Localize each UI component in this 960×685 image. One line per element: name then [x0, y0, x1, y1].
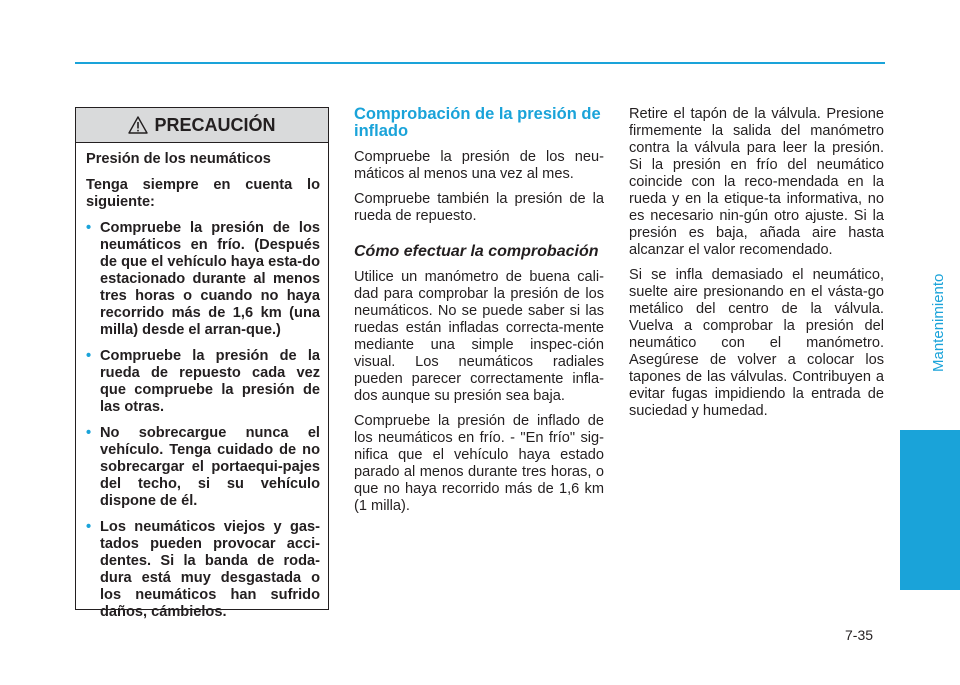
paragraph: Compruebe la presión de los neu-máticos al menos una vez al mes.: [354, 149, 604, 182]
paragraph: Compruebe la presión de inflado de los neumáticos en frío. - "En frío" sig-nifica que el vehículo haya estado parado al menos durante tres horas, o que no haya recorrido más de 1,6 km (1 milla).: [354, 413, 604, 514]
section-tab-marker: [900, 430, 960, 590]
bullet-dot-icon: •: [86, 425, 92, 441]
caution-list-item: • Los neumáticos viejos y gas-tados pueden provocar acci-dentes. Si la banda de roda-dura está muy desgastada o los neumáticos han sufrido daños, cámbielos.: [86, 519, 320, 620]
section-side-label: [900, 0, 960, 420]
side-label-text: Mantenimiento: [930, 273, 947, 372]
subsection-title: Cómo efectuar la comprobación: [354, 243, 599, 260]
bullet-dot-icon: •: [86, 220, 92, 236]
section-title: Comprobación de la presión de inflado: [354, 105, 601, 140]
warning-triangle-icon: [128, 116, 148, 134]
paragraph: Utilice un manómetro de buena cali-dad para comprobar la presión de los neumáticos. No se puede saber si las ruedas están infladas correcta-mente mediante una simple inspec-ción visual. Los neumáticos radiales pueden parecer correctamente infla-dos aunque su presión sea baja.: [354, 269, 604, 404]
page-number: 7-35: [845, 627, 874, 643]
caution-title: PRECAUCIÓN: [154, 114, 276, 135]
caution-list: [86, 220, 320, 621]
caution-list-item: • Compruebe la presión de los neumáticos en frío. (Después de que el vehículo haya esta-do estacionado durante al menos tres horas o cuando no haya recorrido más de 1,6 km (una milla) desde el arran-que.): [86, 220, 320, 338]
paragraph: Si se infla demasiado el neumático, suelte aire presionando en el vásta-go metálico del centro de la válvula. Vuelva a comprobar la presión del neumático con el manómetro. Asegúrese de volver a colocar los tapones de las válvulas. Contribuyen a evitar fugas impidiendo la entrada de suciedad y humedad.: [629, 267, 884, 419]
bullet-dot-icon: •: [86, 348, 92, 364]
caution-list-item: • Compruebe la presión de la rueda de repuesto cada vez que compruebe la presión de las otras.: [86, 348, 320, 415]
right-column: [629, 106, 884, 428]
paragraph: Compruebe también la presión de la rueda de repuesto.: [354, 191, 604, 224]
caution-header: [76, 108, 328, 143]
bullet-dot-icon: •: [86, 519, 92, 535]
middle-column: [354, 106, 604, 523]
caution-list-item: • No sobrecargue nunca el vehículo. Tenga cuidado de no sobrecargar el portaequi-pajes del techo, si su vehículo dispone de él.: [86, 425, 320, 509]
top-divider: [75, 62, 885, 64]
paragraph: Retire el tapón de la válvula. Presione firmemente la salida del manómetro contra la válvula para leer la presión. Si la presión en frío del neumático coincide con la reco-mendada en la rueda y en la etique-ta informativa, no es necesario nin-gún otro ajuste. Si la presión es baja, añada aire hasta alcanzar el valor recomendado.: [629, 106, 884, 258]
caution-intro: Tenga siempre en cuenta lo siguiente:: [86, 177, 320, 210]
caution-box: [75, 107, 329, 620]
caution-body: [76, 143, 328, 621]
caution-heading: Presión de los neumáticos: [86, 151, 271, 167]
